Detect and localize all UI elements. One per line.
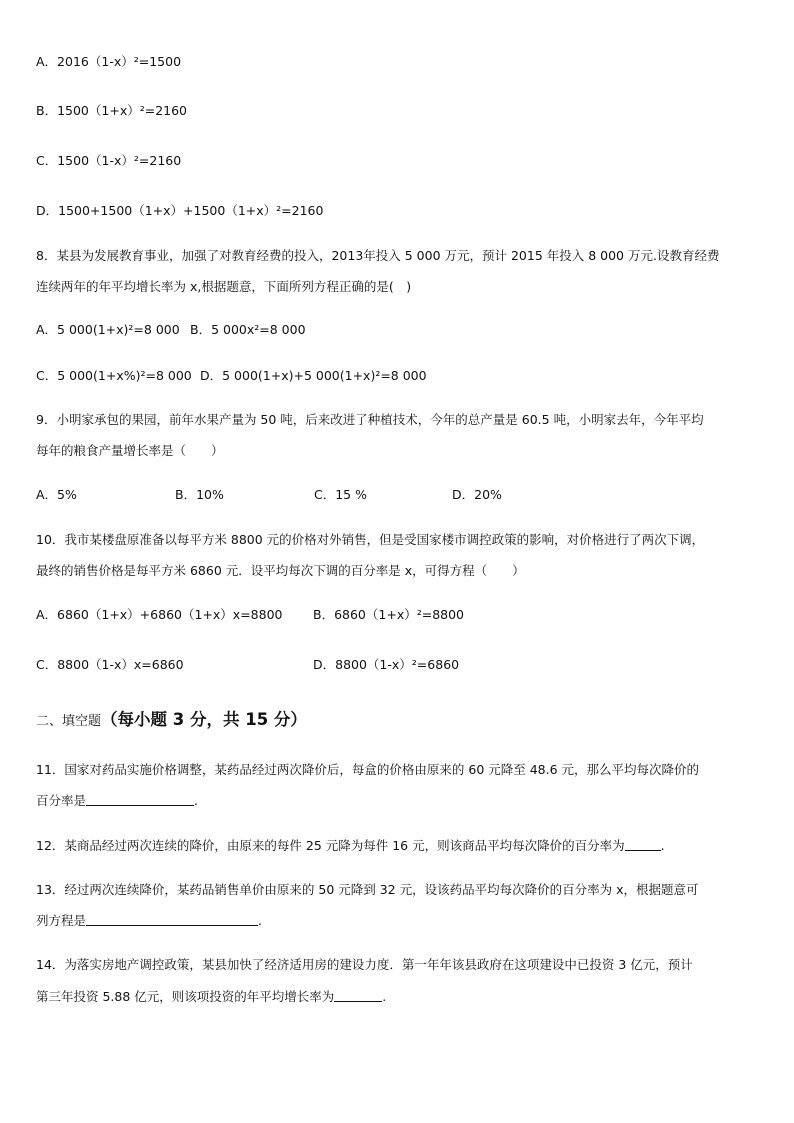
q8-option-b: B．5 000x²=8 000: [190, 322, 306, 337]
q9-option-b: B．10%: [175, 487, 224, 502]
q8-stem-line1: 8．某县为发展教育事业，加强了对教育经费的投入，2013年投入 5 000 万元，预计 2015 年投入 8 000 万元.设教育经费: [36, 248, 720, 263]
q11-stem-text: 百分率是: [36, 793, 87, 808]
q10-stem-line2: 最终的销售价格是每平方米 6860 元．设平均每次下调的百分率是 x，可得方程（ ）: [36, 563, 525, 578]
q10-options-row2: [36, 657, 459, 673]
q9-stem-line1: 9．小明家承包的果园，前年水果产量为 50 吨，后来改进了种植技术，今年的总产量是 60.5 吨，小明家去年，今年平均: [36, 412, 704, 427]
section-heading-fill-in: [36, 710, 307, 732]
q7-option-b: B．1500（1+x）²=2160: [36, 103, 188, 118]
q12-stem-line1: [36, 838, 665, 854]
q10-option-d: D．8800（1-x）²=6860: [313, 657, 460, 672]
section-prefix: 二、填空题: [36, 714, 102, 729]
section-title: （每小题 3 分，共 15 分）: [101, 710, 307, 729]
q9-options-row: [36, 487, 502, 503]
q10-options-row1: [36, 607, 464, 623]
q14-stem-end: .: [382, 989, 387, 1004]
q9-option-a: A．5%: [36, 487, 77, 502]
q7-option-a: A．2016（1-x）²=1500: [36, 54, 182, 69]
q10-option-c: C．8800（1-x）x=6860: [36, 657, 184, 672]
q9-option-c: C．15 %: [314, 487, 367, 502]
q8-option-a: A．5 000(1+x)²=8 000: [36, 322, 180, 337]
q12-stem-end: .: [660, 838, 665, 853]
q8-options-row1: [36, 322, 306, 338]
q13-stem-line2: [36, 913, 262, 929]
q8-stem-line2: 连续两年的年平均增长率为 x,根据题意，下面所列方程正确的是( ): [36, 279, 412, 294]
q10-option-a: A．6860（1+x）+6860（1+x）x=8800: [36, 607, 283, 622]
q13-stem-line1: 13．经过两次连续降价，某药品销售单价由原来的 50 元降到 32 元，设该药品平均每次降价的百分率为 x，根据题意可: [36, 882, 699, 897]
q14-stem-text: 第三年投资 5.88 亿元，则该项投资的年平均增长率为: [36, 989, 335, 1004]
q11-stem-line2: [36, 793, 198, 809]
q13-stem-end: .: [258, 913, 262, 928]
q13-answer-blank[interactable]: [86, 913, 258, 926]
q10-option-b: B．6860（1+x）²=8800: [313, 607, 465, 622]
q12-answer-blank[interactable]: [625, 838, 661, 851]
q12-stem-text: 12．某商品经过两次连续的降价，由原来的每件 25 元降为每件 16 元，则该商品平均每次降价的百分率为: [36, 838, 625, 853]
q11-stem-end: .: [194, 793, 198, 808]
q11-answer-blank[interactable]: [86, 793, 194, 806]
q7-option-c: C．1500（1-x）²=2160: [36, 153, 182, 168]
q9-option-d: D．20%: [452, 487, 502, 502]
q8-option-d: D．5 000(1+x)+5 000(1+x)²=8 000: [200, 368, 427, 383]
q14-answer-blank[interactable]: [334, 989, 382, 1002]
q14-stem-line2: [36, 989, 386, 1005]
q9-stem-line2: 每年的粮食产量增长率是（ ）: [36, 443, 224, 458]
q13-stem-text: 列方程是: [36, 913, 87, 928]
q8-option-c: C．5 000(1+x%)²=8 000: [36, 368, 192, 383]
q14-stem-line1: 14．为落实房地产调控政策，某县加快了经济适用房的建设力度．第一年年该县政府在这项建设中已投资 3 亿元，预计: [36, 957, 693, 972]
q7-option-d: D．1500+1500（1+x）+1500（1+x）²=2160: [36, 203, 324, 218]
q8-options-row2: [36, 368, 427, 384]
q10-stem-line1: 10．我市某楼盘原准备以每平方米 8800 元的价格对外销售，但是受国家楼市调控政策的影响，对价格进行了两次下调，: [36, 532, 705, 547]
q11-stem-line1: 11．国家对药品实施价格调整，某药品经过两次降价后，每盒的价格由原来的 60 元降至 48.6 元，那么平均每次降价的: [36, 762, 700, 777]
